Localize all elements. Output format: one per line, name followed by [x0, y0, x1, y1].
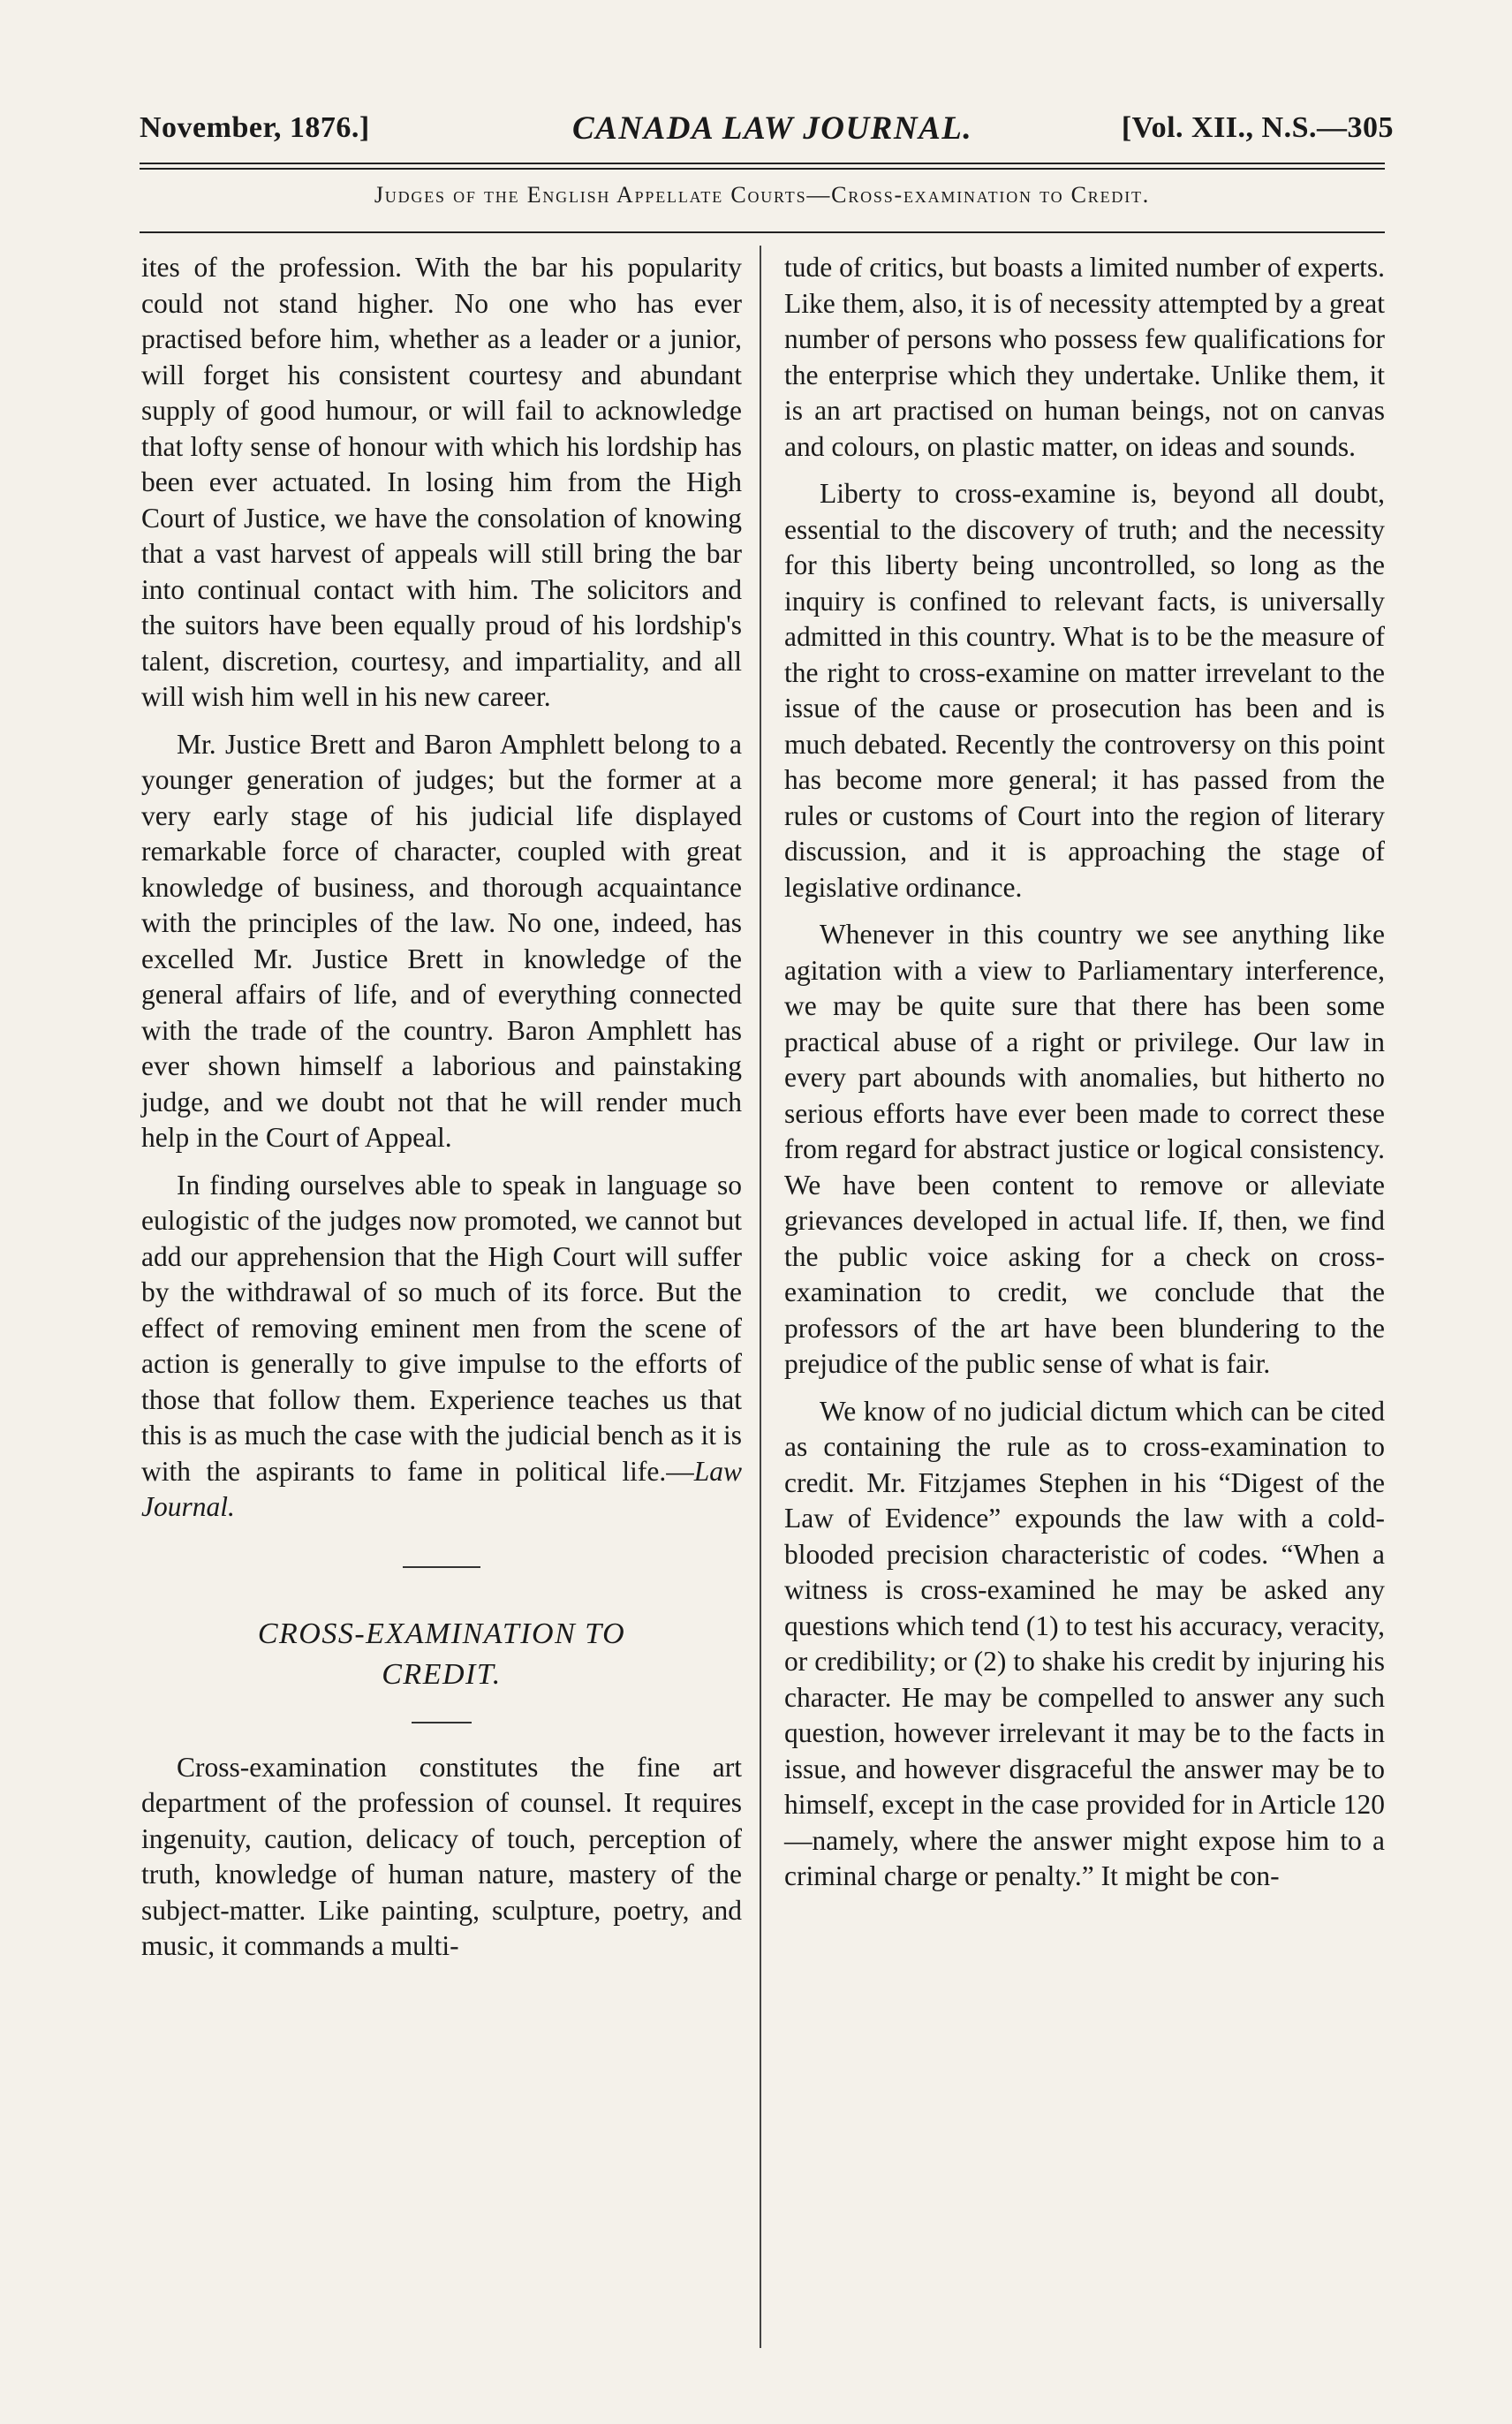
article-separator-rule: [403, 1566, 480, 1568]
paragraph: ites of the profession. With the bar his popularity could not stand higher. No one who has ever practised before him, whether as a leader or a junior, will forget his consistent courtesy and abundant supply of good humour, or will fail to acknowledge that lofty sense of honour with which his lordship has been ever actuated. In losing him from the High Court of Justice, we have the consolation of knowing that a vast harvest of appeals will still bring the bar into continual contact with him. The solicitors and the suitors have been equally proud of his lordship's talent, discretion, courtesy, and impartiality, and all will wish him well in his new career.: [141, 252, 742, 712]
issue-date: November, 1876.]: [140, 111, 370, 144]
left-column: [141, 250, 742, 1976]
volume-page-number: [Vol. XII., N.S.—305: [1121, 111, 1394, 144]
attribution: Law Journal.: [141, 1455, 742, 1522]
paragraph: Liberty to cross-examine is, beyond all doubt, essential to the discovery of truth; and the necessity for this liberty being uncontrolled, so long as the inquiry is confined to relevant facts, is universally admitted in this country. What is to be the measure of the right to cross-examine on matter irrevelant to the issue of the cause or prosecution has been and is much debated. Recently the controversy on this point has become more general; it has passed from the rules or customs of Court into the region of literary discussion, and it is approaching the stage of legislative ordinance.: [784, 478, 1385, 903]
article-title-line: CROSS-EXAMINATION TO: [257, 1617, 626, 1650]
paragraph: Cross-examination constitutes the fine art department of the profession of counsel. It requires ingenuity, caution, delicacy of touch, perception of truth, knowledge of human nature, mastery of the subject-matter. Like painting, sculpture, poetry, and music, it commands a multi-: [141, 1751, 742, 1961]
paragraph: We know of no judicial dictum which can be cited as containing the rule as to cross-examination to credit. Mr. Fitzjames Stephen in his “Digest of the Law of Evidence” expounds the law with a cold-blooded precision characteristic of codes. “When a witness is cross-examined he may be asked any questions which tend (1) to test his accuracy, veracity, or credibility; or (2) to shake his credit by injuring his character. He may be compelled to answer any such question, however irrelevant it may be to the facts in issue, and however disgraceful the answer may be to himself, except in the case provided for in Article 120—namely, where the answer might expose him to a criminal charge or penalty.” It might be con-: [784, 1395, 1385, 1891]
article-title: [141, 1614, 742, 1695]
header-double-rule: [140, 163, 1385, 170]
article-title-line: CREDIT.: [382, 1657, 502, 1691]
paragraph: tude of critics, but boasts a limited number of experts. Like them, also, it is of necessity attempted by a great number of persons who possess few qualifications for the enterprise which they undertake. Unlike them, it is an art practised on human beings, not on canvas and colours, on plastic matter, on ideas and sounds.: [784, 252, 1385, 462]
paragraph-text: In finding ourselves able to speak in language so eulogistic of the judges now promoted, we cannot but add our apprehension that the High Court will suffer by the withdrawal of so much of its force. But the effect of removing eminent men from the scene of action is generally to give impulse to the efforts of those that follow them. Experience teaches us that this is as much the case with the judicial bench as it is with the aspirants to fame in political life.—: [141, 1169, 742, 1487]
article-title-rule: [412, 1722, 472, 1723]
paragraph: Whenever in this country we see anything like agitation with a view to Parliamentary interference, we may be quite sure that there has been some practical abuse of a right or privilege. Our law in every part abounds with anomalies, but hitherto no serious efforts have ever been made to correct these from regard for abstract justice or logical consistency. We have been content to remove or alleviate grievances developed in actual life. If, then, we find the public voice asking for a check on cross-examination to credit, we conclude that the professors of the art have been blundering to the prejudice of the public sense of what is fair.: [784, 919, 1385, 1379]
paragraph: Mr. Justice Brett and Baron Amphlett belong to a younger generation of judges; but the former at a very early stage of his judicial life displayed remarkable force of character, coupled with great knowledge of business, and thorough acquaintance with the principles of the law. No one, indeed, has excelled Mr. Justice Brett in knowledge of the general affairs of life, and of everything connected with the trade of the country. Baron Amphlett has ever shown himself a laborious and painstaking judge, and we doubt not that he will render much help in the Court of Appeal.: [141, 728, 742, 1153]
paragraph: [141, 1168, 742, 1526]
journal-title: CANADA LAW JOURNAL.: [572, 110, 973, 147]
running-head: [140, 104, 1394, 157]
section-heading-rule: [140, 231, 1385, 233]
section-heading: Judges of the English Appellate Courts—Cross-examination to Credit.: [374, 182, 1151, 208]
column-divider: [760, 246, 761, 2348]
right-column: [784, 250, 1385, 1906]
